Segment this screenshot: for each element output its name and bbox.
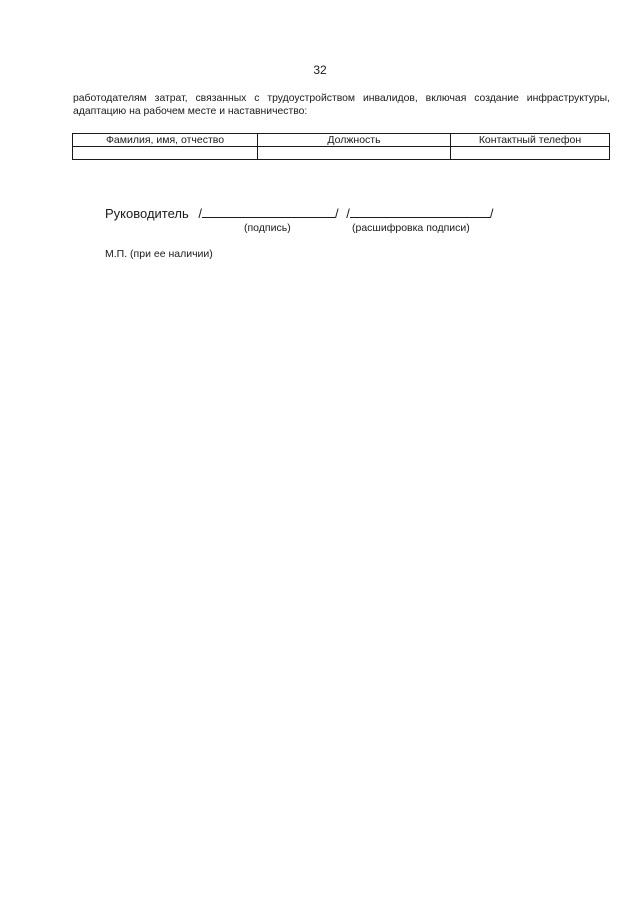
header-full-name: Фамилия, имя, отчество — [73, 134, 258, 147]
intro-paragraph: работодателям затрат, связанных с трудоустройством инвалидов, включая создание инфраструктуры, адаптацию на рабочем месте и наставничество: — [73, 93, 610, 117]
page-number: 32 — [313, 63, 327, 77]
table-row — [73, 147, 610, 160]
header-position: Должность — [258, 134, 451, 147]
signature-decode-caption: (расшифровка подписи) — [352, 222, 470, 234]
cell-phone[interactable] — [451, 147, 610, 160]
slash: / — [346, 206, 350, 221]
stamp-note: М.П. (при ее наличии) — [105, 248, 213, 260]
signature-caption: (подпись) — [244, 222, 291, 234]
signature-row — [105, 204, 494, 221]
signature-line[interactable] — [202, 204, 335, 218]
header-phone: Контактный телефон — [451, 134, 610, 147]
slash: / — [198, 206, 203, 221]
table-header-row — [73, 134, 610, 147]
slash: / — [335, 206, 339, 221]
contacts-table — [72, 133, 610, 160]
role-label: Руководитель — [105, 206, 189, 221]
signature-decode-line[interactable] — [350, 204, 490, 218]
slash: / — [489, 206, 494, 221]
cell-position[interactable] — [258, 147, 451, 160]
cell-full-name[interactable] — [73, 147, 258, 160]
